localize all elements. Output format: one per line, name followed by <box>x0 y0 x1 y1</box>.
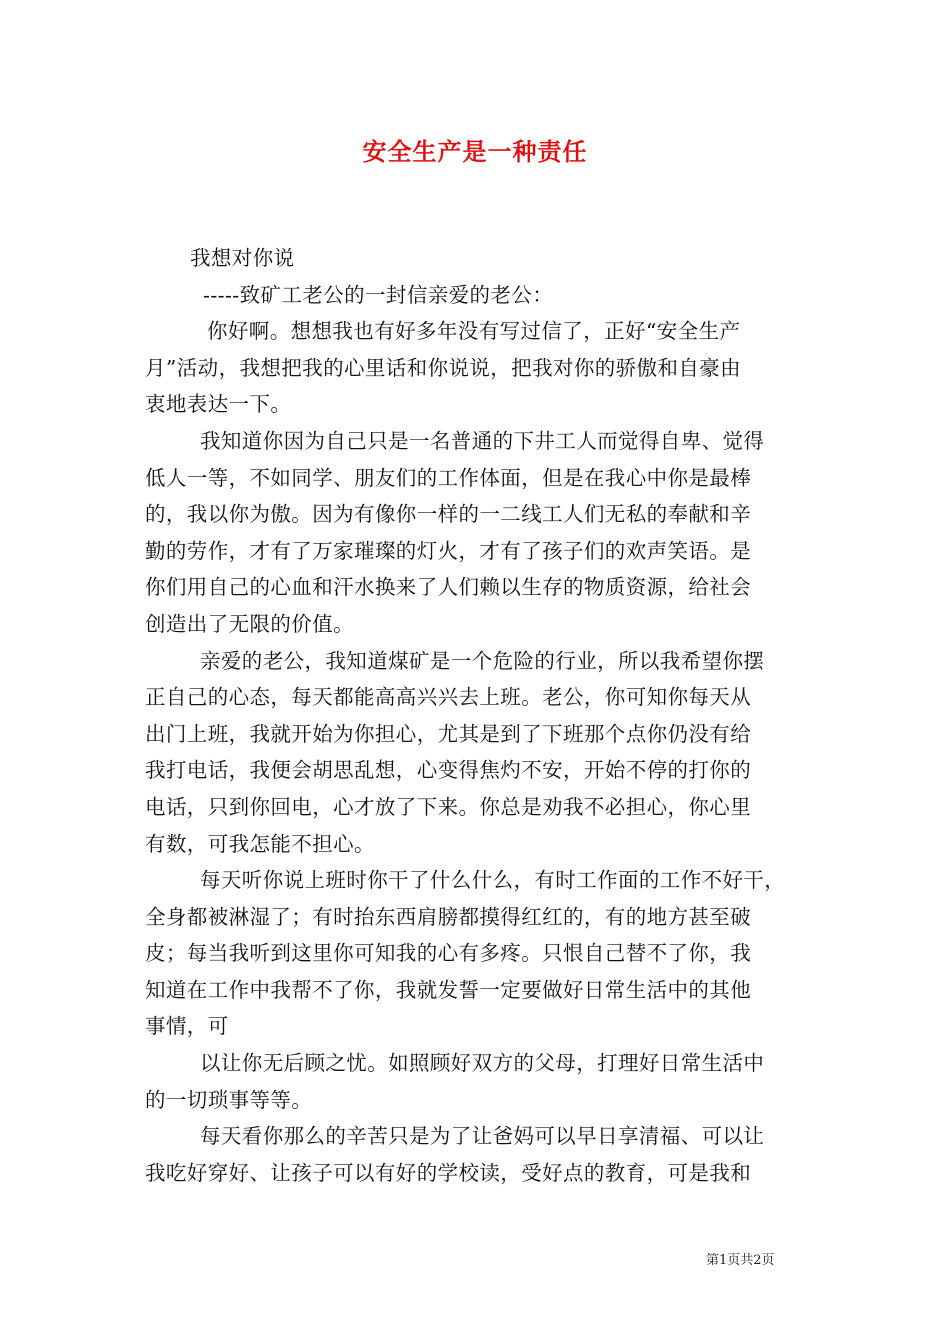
text-line: 皮；每当我听到这里你可知我的心有多疼。只恨自己替不了你，我 <box>145 941 752 966</box>
text-line: 出门上班，我就开始为你担心，尤其是到了下班那个点你仍没有给 <box>145 721 752 746</box>
text-line: 事情，可 <box>145 1014 229 1039</box>
text-line: 创造出了无限的价值。 <box>145 611 354 636</box>
text-line: 我打电话，我便会胡思乱想，心变得焦灼不安，开始不停的打你的 <box>145 758 752 783</box>
text-line: -----致矿工老公的一封信亲爱的老公： <box>203 282 554 307</box>
text-line: 每天听你说上班时你干了什么什么，有时工作面的工作不好干， <box>200 868 786 893</box>
text-line: 月”活动，我想把我的心里话和你说说，把我对你的骄傲和自豪由 <box>145 355 742 380</box>
text-line: 亲爱的老公，我知道煤矿是一个危险的行业，所以我希望你摆 <box>200 648 765 673</box>
text-line: 我想对你说 <box>190 246 295 270</box>
text-line: 低人一等，不如同学、朋友们的工作体面，但是在我心中你是最棒 <box>145 465 752 490</box>
text-line: 你好啊。想想我也有好多年没有写过信了，正好“安全生产 <box>207 319 741 344</box>
text-line: 电话，只到你回电，心才放了下来。你总是劝我不必担心，你心里 <box>145 794 752 819</box>
text-line: 你们用自己的心血和汗水换来了人们赖以生存的物质资源，给社会 <box>145 575 752 600</box>
text-line: 全身都被淋湿了；有时抬东西肩膀都摸得红红的，有的地方甚至破 <box>145 904 752 929</box>
text-line: 我吃好穿好、让孩子可以有好的学校读，受好点的教育，可是我和 <box>145 1160 752 1185</box>
text-line: 知道在工作中我帮不了你，我就发誓一定要做好日常生活中的其他 <box>145 977 752 1002</box>
text-line: 衷地表达一下。 <box>145 392 292 417</box>
text-line: 的，我以你为傲。因为有像你一样的一二线工人们无私的奉献和辛 <box>145 502 752 527</box>
text-line: 每天看你那么的辛苦只是为了让爸妈可以早日享清福、可以让 <box>200 1124 765 1149</box>
page-number: 第1页共2页 <box>706 1253 775 1268</box>
text-line: 以让你无后顾之忧。如照顾好双方的父母，打理好日常生活中 <box>200 1051 765 1076</box>
document-title: 安全生产是一种责任 <box>362 137 588 166</box>
document-body <box>145 240 810 1191</box>
text-line: 的一切琐事等等。 <box>145 1087 313 1112</box>
text-line: 勤的劳作，才有了万家璀璨的灯火，才有了孩子们的欢声笑语。是 <box>145 538 752 563</box>
text-line: 正自己的心态，每天都能高高兴兴去上班。老公，你可知你每天从 <box>145 685 752 710</box>
text-line: 我知道你因为自己只是一名普通的下井工人而觉得自卑、觉得 <box>200 428 765 453</box>
text-line: 有数，可我怎能不担心。 <box>145 831 375 856</box>
